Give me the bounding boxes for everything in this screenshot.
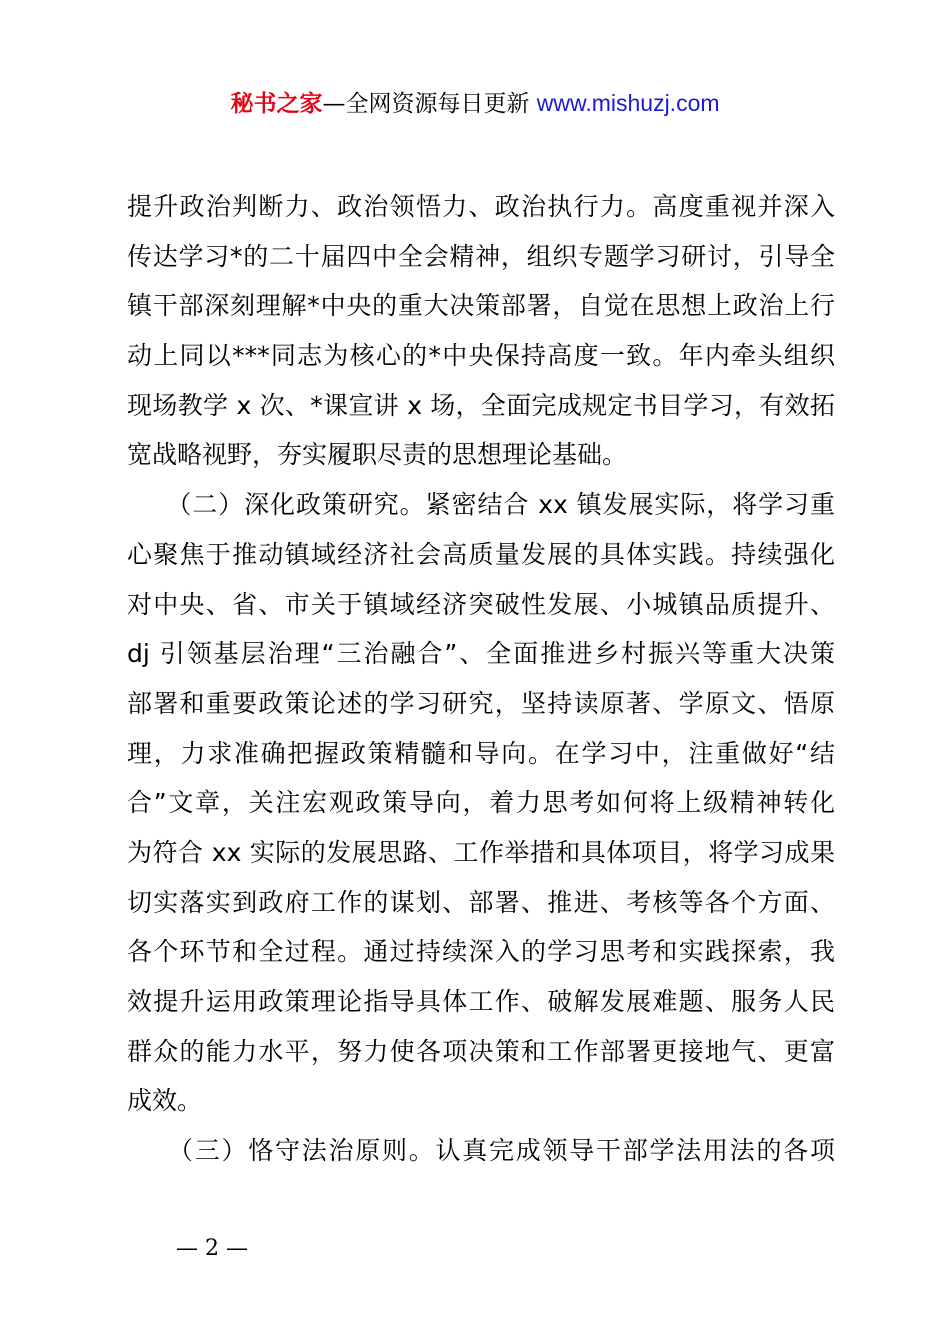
page-header — [0, 86, 950, 121]
text-line: 合”文章，关注宏观政策导向，着力思考如何将上级精神转化 — [127, 788, 835, 818]
text-line: 提升政治判断力、政治领悟力、政治执行力。高度重视并深入 — [127, 192, 835, 221]
text-line: 成效。 — [127, 1086, 203, 1116]
text-line: 群众的能力水平，努力使各项决策和工作部署更接地气、更富 — [127, 1036, 835, 1066]
text-line: 传达学习*的二十届四中全会精神，组织专题学习研讨，引导全 — [127, 241, 835, 271]
header-url-link[interactable]: www.mishuzj.com — [536, 90, 720, 116]
text-line: 心聚焦于推动镇域经济社会高质量发展的具体实践。持续强化 — [127, 539, 835, 569]
text-line: （三）恪守法治原则。认真完成领导干部学法用法的各项 — [127, 1136, 835, 1166]
text-line: 动上同以***同志为核心的*中央保持高度一致。年内牵头组织 — [127, 341, 835, 371]
header-tagline: —全网资源每日更新 — [322, 91, 537, 117]
text-line: 各个环节和全过程。通过持续深入的学习思考和实践探索，我 — [127, 937, 835, 967]
text-line: （二）深化政策研究。紧密结合 xx 镇发展实际，将学习重 — [127, 490, 835, 520]
text-line: 现场教学 x 次、*课宣讲 x 场，全面完成规定书目学习，有效拓 — [127, 390, 835, 420]
text-line: 部署和重要政策论述的学习研究，坚持读原著、学原文、悟原 — [127, 688, 835, 718]
text-line: dj 引领基层治理“三治融合”、全面推进乡村振兴等重大决策 — [127, 639, 835, 669]
brand-name: 秘书之家 — [230, 91, 323, 117]
text-line: 镇干部深刻理解*中央的重大决策部署，自觉在思想上政治上行 — [127, 291, 835, 321]
text-line: 对中央、省、市关于镇域经济突破性发展、小城镇品质提升、 — [127, 589, 835, 619]
text-line: 理，力求准确把握政策精髓和导向。在学习中，注重做好“结 — [127, 738, 835, 768]
text-line: 宽战略视野，夯实履职尽责的思想理论基础。 — [127, 440, 628, 470]
body-text — [127, 182, 835, 1176]
text-line: 切实落实到政府工作的谋划、部署、推进、考核等各个方面、 — [127, 887, 835, 917]
text-line: 为符合 xx 实际的发展思路、工作举措和具体项目，将学习成果 — [127, 837, 835, 867]
text-line: 效提升运用政策理论指导具体工作、破解发展难题、服务人民 — [127, 987, 835, 1016]
page-number: — 2 — — [176, 1236, 248, 1261]
